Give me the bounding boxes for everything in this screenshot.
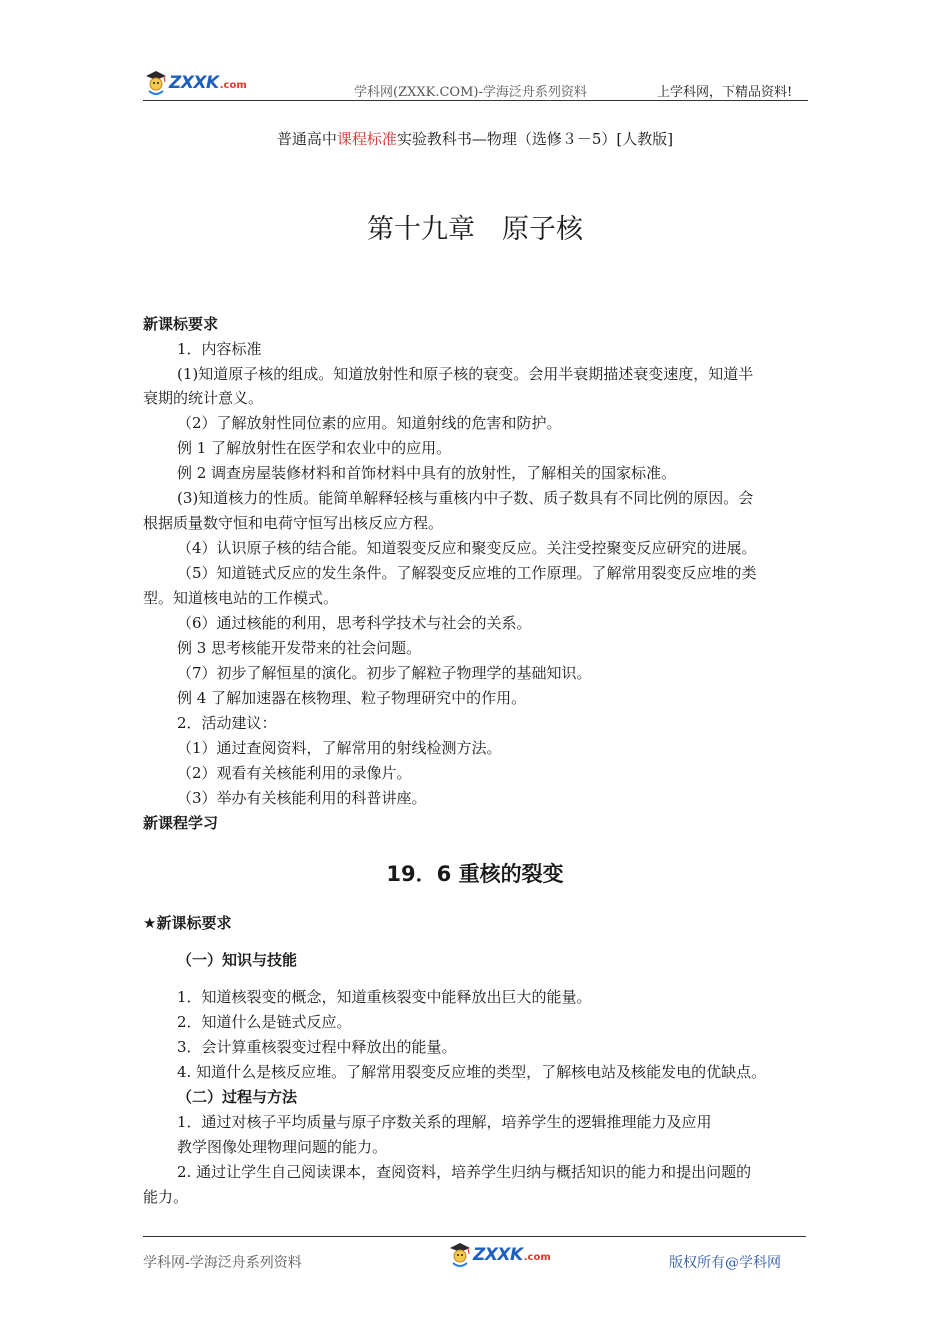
paragraph: （6）通过核能的利用，思考科学技术与社会的关系。: [177, 614, 532, 632]
paragraph: 根据质量数守恒和电荷守恒写出核反应方程。: [143, 514, 444, 532]
list-item: 2. 通过让学生自己阅读课本，查阅资料，培养学生归纳与概括知识的能力和提出问题的: [177, 1163, 752, 1181]
list-item: 2．知道什么是链式反应。: [177, 1013, 352, 1031]
list-item: 教学图像处理物理问题的能力。: [177, 1138, 388, 1156]
activity-label: 2．活动建议：: [177, 714, 277, 732]
book-title-post: 实验教科书—物理（选修３－5）[人教版]: [396, 130, 674, 148]
objectives-heading: ★新课标要求: [143, 914, 232, 932]
scholar-mascot-icon: [447, 1241, 473, 1269]
logo-domain: .com: [523, 1252, 551, 1263]
logo-domain: .com: [219, 80, 247, 91]
paragraph: （5）知道链式反应的发生条件。了解裂变反应堆的工作原理。了解常用裂变反应堆的类: [177, 564, 757, 582]
chapter-title: 第十九章 原子核: [367, 214, 583, 245]
list-item: 4. 知道什么是核反应堆。了解常用裂变反应堆的类型，了解核电站及核能发电的优缺点。: [177, 1063, 767, 1081]
method-heading: （二）过程与方法: [177, 1088, 298, 1106]
activity-item: （2）观看有关核能利用的录像片。: [177, 764, 412, 782]
paragraph: (1)知道原子核的组成。知道放射性和原子核的衰变。会用半衰期描述衰变速度，知道半: [177, 365, 754, 383]
footer-logo: [447, 1240, 557, 1270]
scholar-mascot-icon: [143, 69, 169, 97]
footer-right-text: 版权所有@学科网: [669, 1255, 781, 1271]
list-item: 3．会计算重核裂变过程中释放出的能量。: [177, 1038, 457, 1056]
list-item: 1．知道核裂变的概念，知道重核裂变中能释放出巨大的能量。: [177, 988, 592, 1006]
content-standard-label: 1．内容标准: [177, 340, 262, 358]
paragraph: 衰期的统计意义。: [143, 389, 264, 407]
logo-text: ZXXK: [169, 73, 219, 93]
book-title: [0, 128, 950, 149]
header-center-text: 学科网(ZXXK.COM)-学海泛舟系列资料: [354, 85, 587, 100]
knowledge-heading: （一）知识与技能: [177, 951, 298, 969]
list-item: 1．通过对核子平均质量与原子序数关系的理解，培养学生的逻辑推理能力及应用: [177, 1113, 712, 1131]
activity-item: （3）举办有关核能利用的科普讲座。: [177, 789, 427, 807]
example-item: 例 1 了解放射性在医学和农业中的应用。: [177, 439, 452, 457]
section-heading-standards: 新课标要求: [143, 315, 219, 333]
book-title-highlight: 课程标准: [336, 130, 397, 148]
paragraph: （4）认识原子核的结合能。知道裂变反应和聚变反应。关注受控聚变反应研究的进展。: [177, 539, 757, 557]
section-heading-study: 新课程学习: [143, 814, 219, 832]
book-title-pre: 普通高中: [276, 130, 337, 148]
footer-rule: [143, 1236, 806, 1237]
logo-text: ZXXK: [473, 1245, 523, 1265]
footer-left-text: 学科网-学海泛舟系列资料: [143, 1255, 302, 1271]
paragraph: （7）初步了解恒星的演化。初步了解粒子物理学的基础知识。: [177, 664, 592, 682]
header-right-text: 上学科网，下精品资料!: [657, 85, 793, 100]
example-item: 例 3 思考核能开发带来的社会问题。: [177, 639, 422, 657]
example-item: 例 4 了解加速器在核物理、粒子物理研究中的作用。: [177, 689, 527, 707]
list-item: 能力。: [143, 1188, 189, 1206]
paragraph: 型。知道核电站的工作模式。: [143, 589, 339, 607]
header-logo: [143, 68, 253, 98]
example-item: 例 2 调查房屋装修材料和首饰材料中具有的放射性，了解相关的国家标准。: [177, 464, 677, 482]
header-rule: [143, 100, 808, 101]
paragraph: (3)知道核力的性质。能简单解释轻核与重核内中子数、质子数具有不同比例的原因。会: [177, 489, 754, 507]
paragraph: （2）了解放射性同位素的应用。知道射线的危害和防护。: [177, 414, 562, 432]
lesson-title: 19．6 重核的裂变: [386, 862, 564, 886]
activity-item: （1）通过查阅资料，了解常用的射线检测方法。: [177, 739, 502, 757]
